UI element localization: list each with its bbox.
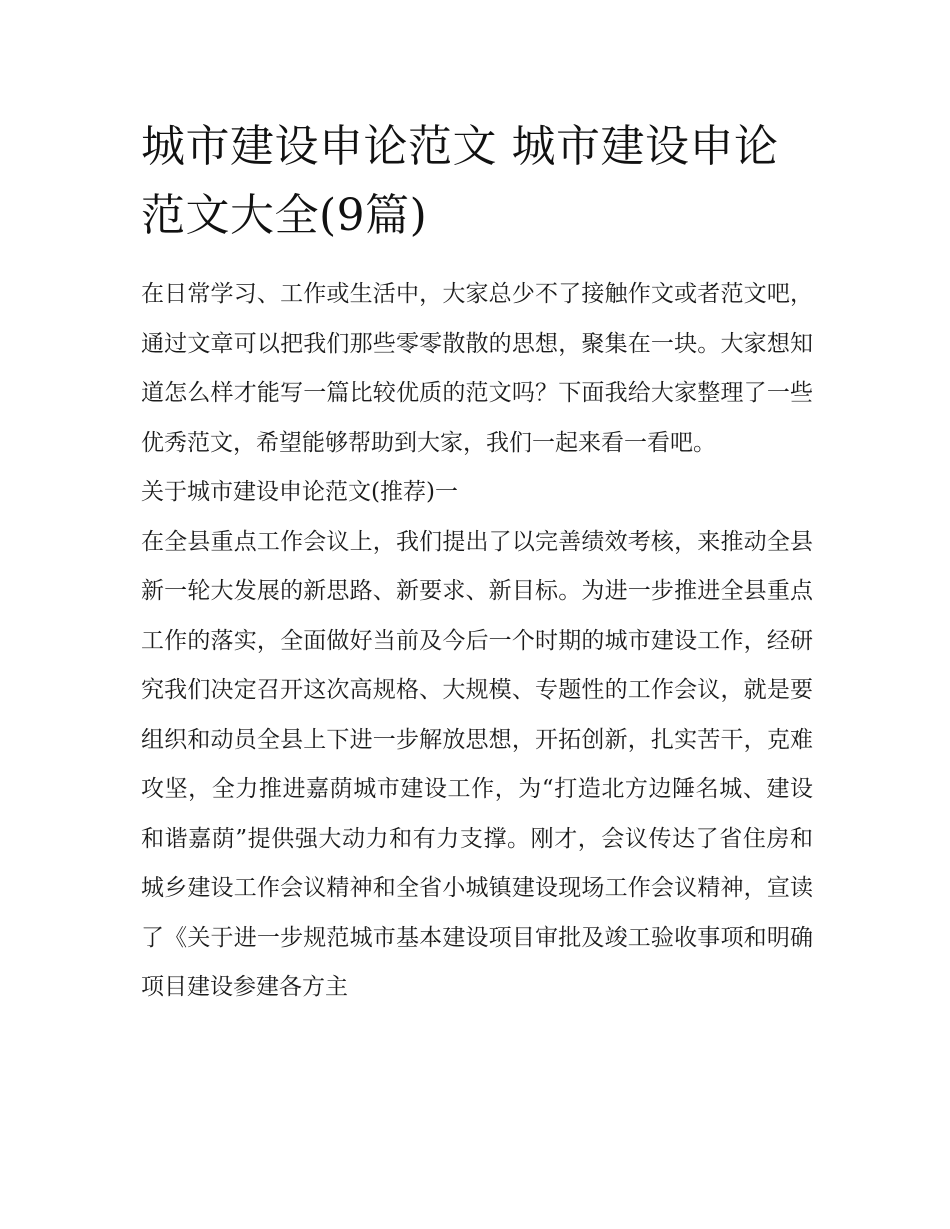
body-paragraph: 在全县重点工作会议上，我们提出了以完善绩效考核，来推动全县新一轮大发展的新思路、新要求、新目标。为进一步推进全县重点工作的落实，全面做好当前及今后一个时期的城市建设工作，经研究我们决定召开这次高规格、大规模、专题性的工作会议，就是要组织和动员全县上下进一步解放思想，开拓创新，扎实苦干，克难攻坚，全力推进嘉荫城市建设工作，为“打造北方边陲名城、建设和谐嘉荫”提供强大动力和有力支撑。刚才，会议传达了省住房和城乡建设工作会议精神和全省小城镇建设现场工作会议精神，宣读了《关于进一步规范城市基本建设项目审批及竣工验收事项和明确项目建设参建各方主 xyxy=(141,528,813,1000)
section-heading: 关于城市建设申论范文(推荐)一 xyxy=(141,479,458,505)
intro-paragraph: 在日常学习、工作或生活中，大家总少不了接触作文或者范文吧，通过文章可以把我们那些零零散散的思想，聚集在一块。大家想知道怎么样才能写一篇比较优质的范文吗？下面我给大家整理了一些优秀范文，希望能够帮助到大家，我们一起来看一看吧。 xyxy=(141,281,813,456)
document-page xyxy=(141,112,813,1013)
document-title: 城市建设申论范文 城市建设申论范文大全(9篇) xyxy=(141,121,779,241)
